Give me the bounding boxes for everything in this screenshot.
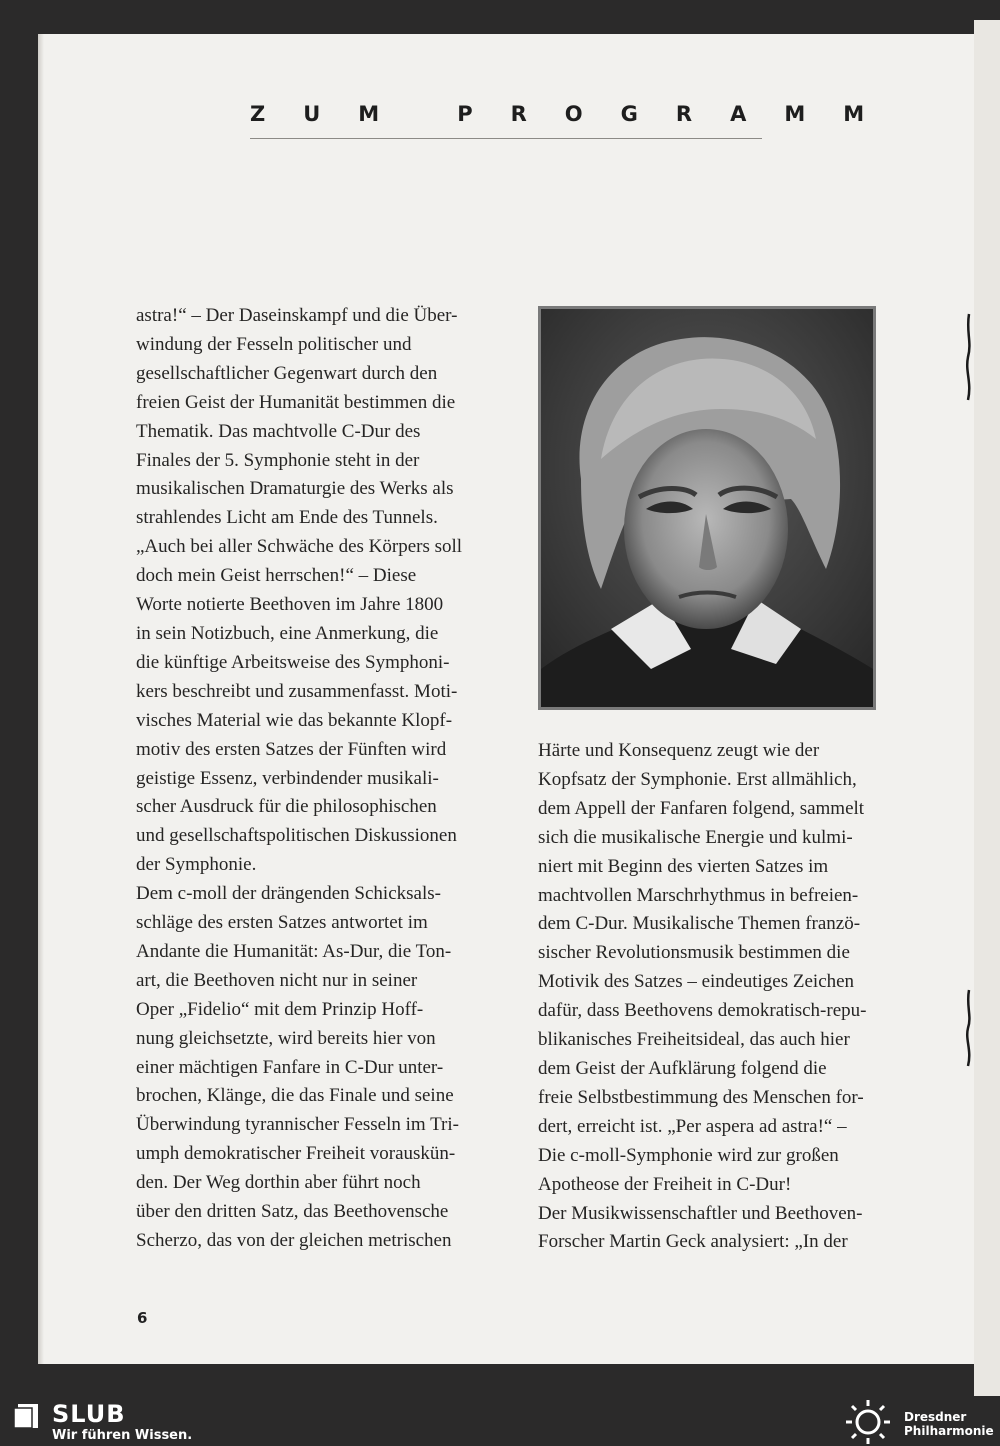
text-line: dem Geist der Aufklärung folgend die (538, 1057, 827, 1079)
text-line: Worte notierte Beethoven im Jahre 1800 (136, 594, 444, 616)
beethoven-portrait (538, 306, 876, 710)
text-line: scher Ausdruck für die philosophischen (136, 796, 437, 818)
text-line: den. Der Weg dorthin aber führt noch (136, 1172, 421, 1194)
text-line: dem Appell der Fanfaren folgend, sammelt (538, 797, 865, 819)
text-line: blikanisches Freiheitsideal, das auch hier (538, 1029, 850, 1051)
text-line: brochen, Klänge, die das Finale und seine (136, 1085, 454, 1107)
heading-letter: U (303, 102, 321, 126)
text-line: Apotheose der Freiheit in C-Dur! (538, 1173, 792, 1195)
partner-name-line2: Philharmonie (904, 1424, 994, 1438)
text-line: Überwindung tyrannischer Fesseln im Tri- (136, 1114, 459, 1136)
heading-letter: M (358, 102, 380, 126)
heading-rule (250, 138, 762, 139)
text-line: niert mit Beginn des vierten Satzes im (538, 855, 829, 877)
text-line: Thematik. Das machtvolle C-Dur des (136, 420, 421, 442)
text-line: Scherzo, das von der gleichen metrischen (136, 1230, 452, 1251)
text-line: windung der Fesseln politischer und (136, 333, 412, 355)
staple-bottom (962, 988, 976, 1068)
text-line: doch mein Geist herrschen!“ – Diese (136, 565, 417, 587)
text-line: musikalischen Dramaturgie des Werks als (136, 478, 454, 500)
text-line: motiv des ersten Satzes der Fünften wird (136, 738, 447, 760)
text-column-left (136, 302, 481, 1256)
text-line: dem C-Dur. Musikalische Themen franzö- (538, 913, 861, 935)
text-line: art, die Beethoven nicht nur in seiner (136, 969, 418, 991)
text-line: die künftige Arbeitsweise des Symphoni- (136, 651, 450, 673)
text-line: visches Material wie das bekannte Klopf- (136, 709, 453, 731)
text-line: kers beschreibt und zusammenfasst. Moti- (136, 680, 458, 702)
heading-letter: G (620, 102, 638, 126)
heading-letter: R (510, 102, 527, 126)
staple-top (962, 312, 976, 402)
text-line: schläge des ersten Satzes antwortet im (136, 912, 428, 934)
text-line: in sein Notizbuch, eine Anmerkung, die (136, 622, 439, 644)
text-line: dert, erreicht ist. „Per aspera ad astra!“ – (538, 1115, 847, 1137)
text-line: Kopfsatz der Symphonie. Erst allmählich, (538, 768, 857, 790)
text-line: gesellschaftlicher Gegenwart durch den (136, 362, 438, 384)
text-line: Andante die Humanität: As-Dur, die Ton- (136, 940, 452, 962)
library-tagline: Wir führen Wissen. (52, 1428, 193, 1443)
heading-letter: P (457, 102, 473, 126)
section-heading (250, 102, 865, 126)
heading-letter: R (675, 102, 693, 126)
facing-page-edge (974, 20, 1000, 1396)
text-line: Forscher Martin Geck analysiert: „In der (538, 1231, 848, 1253)
text-line: über den dritten Satz, das Beethovensche (136, 1201, 449, 1223)
partner-name-line1: Dresdner (904, 1410, 967, 1424)
heading-letter: M (843, 102, 865, 126)
text-line: und gesellschaftspolitischen Diskussionen (136, 825, 457, 847)
text-line: Die c-moll-Symphonie wird zur großen (538, 1144, 839, 1166)
text-line: „Auch bei aller Schwäche des Körpers soll (136, 536, 463, 558)
text-line: der Symphonie. (136, 854, 257, 876)
text-line: Oper „Fidelio“ mit dem Prinzip Hoff- (136, 998, 424, 1020)
page-number: 6 (137, 1309, 148, 1327)
text-line: Finales der 5. Symphonie steht in der (136, 449, 420, 471)
heading-letter: Z (250, 102, 266, 126)
heading-letter: O (564, 102, 583, 126)
page-gutter-shadow (38, 34, 44, 1364)
text-line: umph demokratischer Freiheit vorauskün- (136, 1143, 456, 1165)
text-line: freie Selbstbestimmung des Menschen for- (538, 1086, 864, 1108)
heading-word (250, 102, 379, 126)
text-line: einer mächtigen Fanfare in C-Dur unter- (136, 1056, 444, 1078)
heading-letter: A (730, 102, 747, 126)
text-line: dafür, dass Beethovens demokratisch-repu- (538, 1000, 867, 1022)
text-line: Härte und Konsequenz zeugt wie der (538, 740, 820, 761)
text-line: astra!“ – Der Daseinskampf und die Über- (136, 305, 458, 326)
text-line: sischer Revolutionsmusik bestimmen die (538, 942, 850, 964)
text-line: machtvollen Marschrhythmus in befreien- (538, 884, 859, 906)
text-column-right (538, 737, 883, 1257)
text-line: strahlendes Licht am Ende des Tunnels. (136, 507, 438, 529)
text-line: sich die musikalische Energie und kulmi- (538, 826, 853, 848)
text-line: Motivik des Satzes – eindeutiges Zeichen (538, 971, 855, 993)
philharmonie-logo-icon[interactable] (842, 1398, 894, 1446)
text-line: nung gleichsetzte, wird bereits hier von (136, 1027, 436, 1049)
heading-word (457, 102, 864, 126)
library-name[interactable]: SLUB (52, 1400, 126, 1428)
text-line: freien Geist der Humanität bestimmen die (136, 391, 456, 413)
heading-letter: M (784, 102, 806, 126)
text-line: geistige Essenz, verbindender musikali- (136, 767, 439, 789)
text-line: Der Musikwissenschaftler und Beethoven- (538, 1202, 863, 1224)
portrait-image (541, 309, 873, 707)
slub-logo-icon[interactable] (14, 1402, 40, 1430)
text-line: Dem c-moll der drängenden Schicksals- (136, 883, 441, 905)
